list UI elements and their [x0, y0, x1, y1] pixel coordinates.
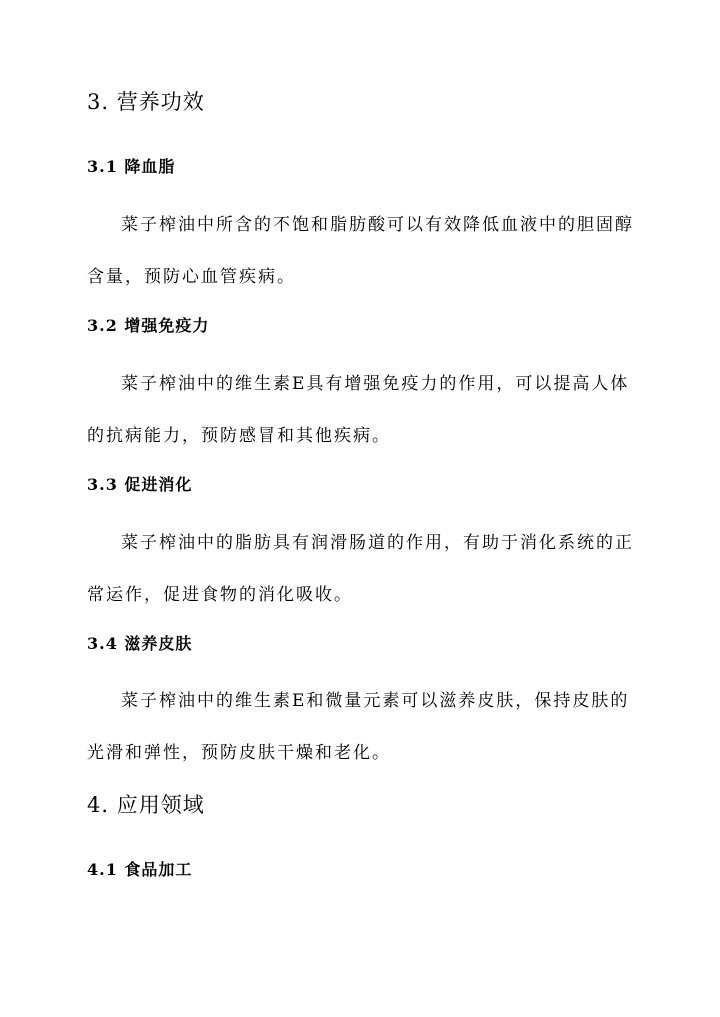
paragraph-3-2: 菜子榨油中的维生素E具有增强免疫力的作用，可以提高人体的抗病能力，预防感冒和其他疾病。	[87, 374, 630, 446]
subsection-heading-4-1: 4.1 食品加工	[87, 860, 193, 879]
paragraph-3-1: 菜子榨油中所含的不饱和脂肪酸可以有效降低血液中的胆固醇含量，预防心血管疾病。	[87, 215, 634, 287]
paragraph-3-3: 菜子榨油中的脂肪具有润滑肠道的作用，有助于消化系统的正常运作，促进食物的消化吸收。	[87, 533, 634, 605]
subsection-heading-3-1: 3.1 降血脂	[87, 157, 176, 176]
subsection-heading-3-4: 3.4 滋养皮肤	[87, 634, 193, 653]
section-heading-3: 3. 营养功效	[87, 90, 205, 114]
subsection-heading-3-3: 3.3 促进消化	[87, 475, 193, 494]
section-heading-4: 4. 应用领域	[87, 793, 205, 817]
paragraph-3-4: 菜子榨油中的维生素E和微量元素可以滋养皮肤，保持皮肤的光滑和弹性，预防皮肤干燥和老化。	[87, 691, 630, 763]
subsection-heading-3-2: 3.2 增强免疫力	[87, 316, 210, 335]
